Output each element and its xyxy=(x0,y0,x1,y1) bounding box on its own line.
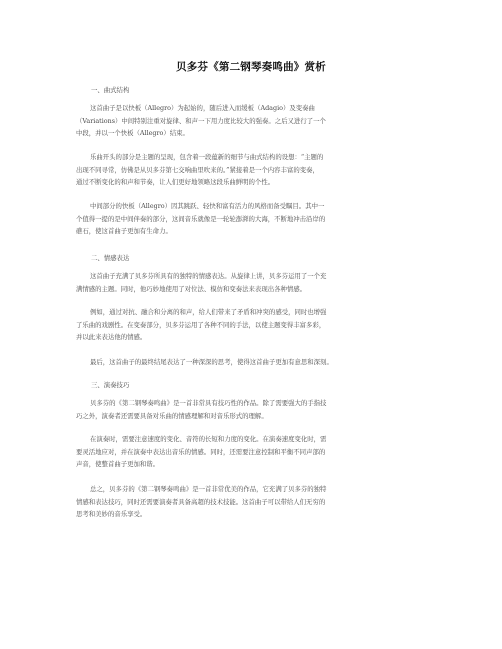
paragraph-line: 思考和美妙的音乐享受。 xyxy=(76,510,147,519)
paragraph-line: 贝多芬的《第二钢琴奏鸣曲》是一首非常具有技巧性的作品。除了需要强大的手指技 xyxy=(90,399,327,407)
paragraph-line: 声音，使整首曲子更加和谐。 xyxy=(76,460,160,469)
paragraph-line: （Variations）中间特别注重对旋律、和声一下用力度比较大的强奏。之后又进行了一个 xyxy=(76,116,326,125)
paragraph-line: 要灵活地应对，并在演奏中表达出音乐的情感。同时，还需要注意控制和平衡不同声部的 xyxy=(76,447,326,456)
paragraph xyxy=(76,270,428,295)
paragraph xyxy=(76,102,428,140)
document-title: 贝多芬《第二钢琴奏鸣曲》赏析 xyxy=(176,61,326,73)
paragraph-line: 最后，这首曲子的最终结尾表达了一种深深的思考，使得这首曲子更加有意思和深刻。 xyxy=(90,358,333,366)
paragraph xyxy=(76,356,428,369)
paragraph-line: 例如，通过对抗、融合和分离的和声，给人们带来了矛盾和冲突的感受，同时也增强 xyxy=(90,308,327,316)
paragraph xyxy=(76,151,428,189)
section-heading-emotion: 二、情感表达 xyxy=(91,254,130,262)
paragraph-line: 并以此来表达他的情感。 xyxy=(76,333,147,342)
paragraph-line: 通过不断变化的和声和节奏，让人们更好地领略这段乐曲鲜明的个性。 xyxy=(76,178,275,187)
paragraph-line: 在演奏时，需要注意速度的变化、音符的长短和力度的变化。在演奏速度变化时，需 xyxy=(90,435,327,443)
paragraph xyxy=(76,397,428,422)
paragraph xyxy=(76,433,428,471)
paragraph-line: 总之，贝多芬的《第二钢琴奏鸣曲》是一首非常优美的作品，它充满了贝多芬的独特 xyxy=(90,485,327,493)
section-heading-structure: 一、曲式结构 xyxy=(91,86,130,94)
paragraph-line: 巧之外，演奏者还需要具备对乐曲的情感理解和对音乐形式的理解。 xyxy=(76,411,268,420)
paragraph-line: 出现不同寻常，仿佛是从贝多芬第七交响曲里吹来的。”紧接着是一个内容丰富的变奏， xyxy=(76,165,319,174)
paragraph xyxy=(76,306,428,344)
paragraph-line: 了乐曲的戏剧性。在变奏部分，贝多芬运用了各种不同的手法，以使主题变得丰富多彩， xyxy=(76,320,326,329)
paragraph-line: 这首曲子充满了贝多芬所具有的独特的情感表达。从旋律上讲，贝多芬运用了一个充 xyxy=(90,272,327,280)
paragraph-line: 中间部分的快板（Allegro）因其跳跃、轻快和富有活力的风格而备受瞩目。其中一 xyxy=(90,202,325,210)
paragraph-line: 中段，并以一个快板（Allegro）结束。 xyxy=(76,129,189,138)
paragraph xyxy=(76,200,428,238)
paragraph-line: 满情感的主题。同时，他巧妙地使用了对位法、模仿和变奏法来表现出各种情感。 xyxy=(76,284,307,293)
paragraph-line: 乐曲开头的部分是主题的呈现，包含着一段蕴新的细节与曲式结构的设想：“主题的 xyxy=(90,153,324,161)
paragraph-line: 个值得一提的是中间伴奏的部分，这间音乐就像是一轮轮澎湃的大海，不断地冲击沿岸的 xyxy=(76,214,326,223)
paragraph-line: 情感和表达技巧，同时还需要演奏者具备高超的技术技能。这首曲子可以带给人们无穷的 xyxy=(76,497,326,506)
paragraph-line: 礁石，使这首曲子更加有生命力。 xyxy=(76,227,172,236)
section-heading-technique: 三、演奏技巧 xyxy=(91,381,130,389)
paragraph xyxy=(76,483,428,521)
paragraph-line: 这首曲子是以快板（Allegro）为起始的，随后进入而缓板（Adagio）及变奏曲 xyxy=(90,104,315,112)
